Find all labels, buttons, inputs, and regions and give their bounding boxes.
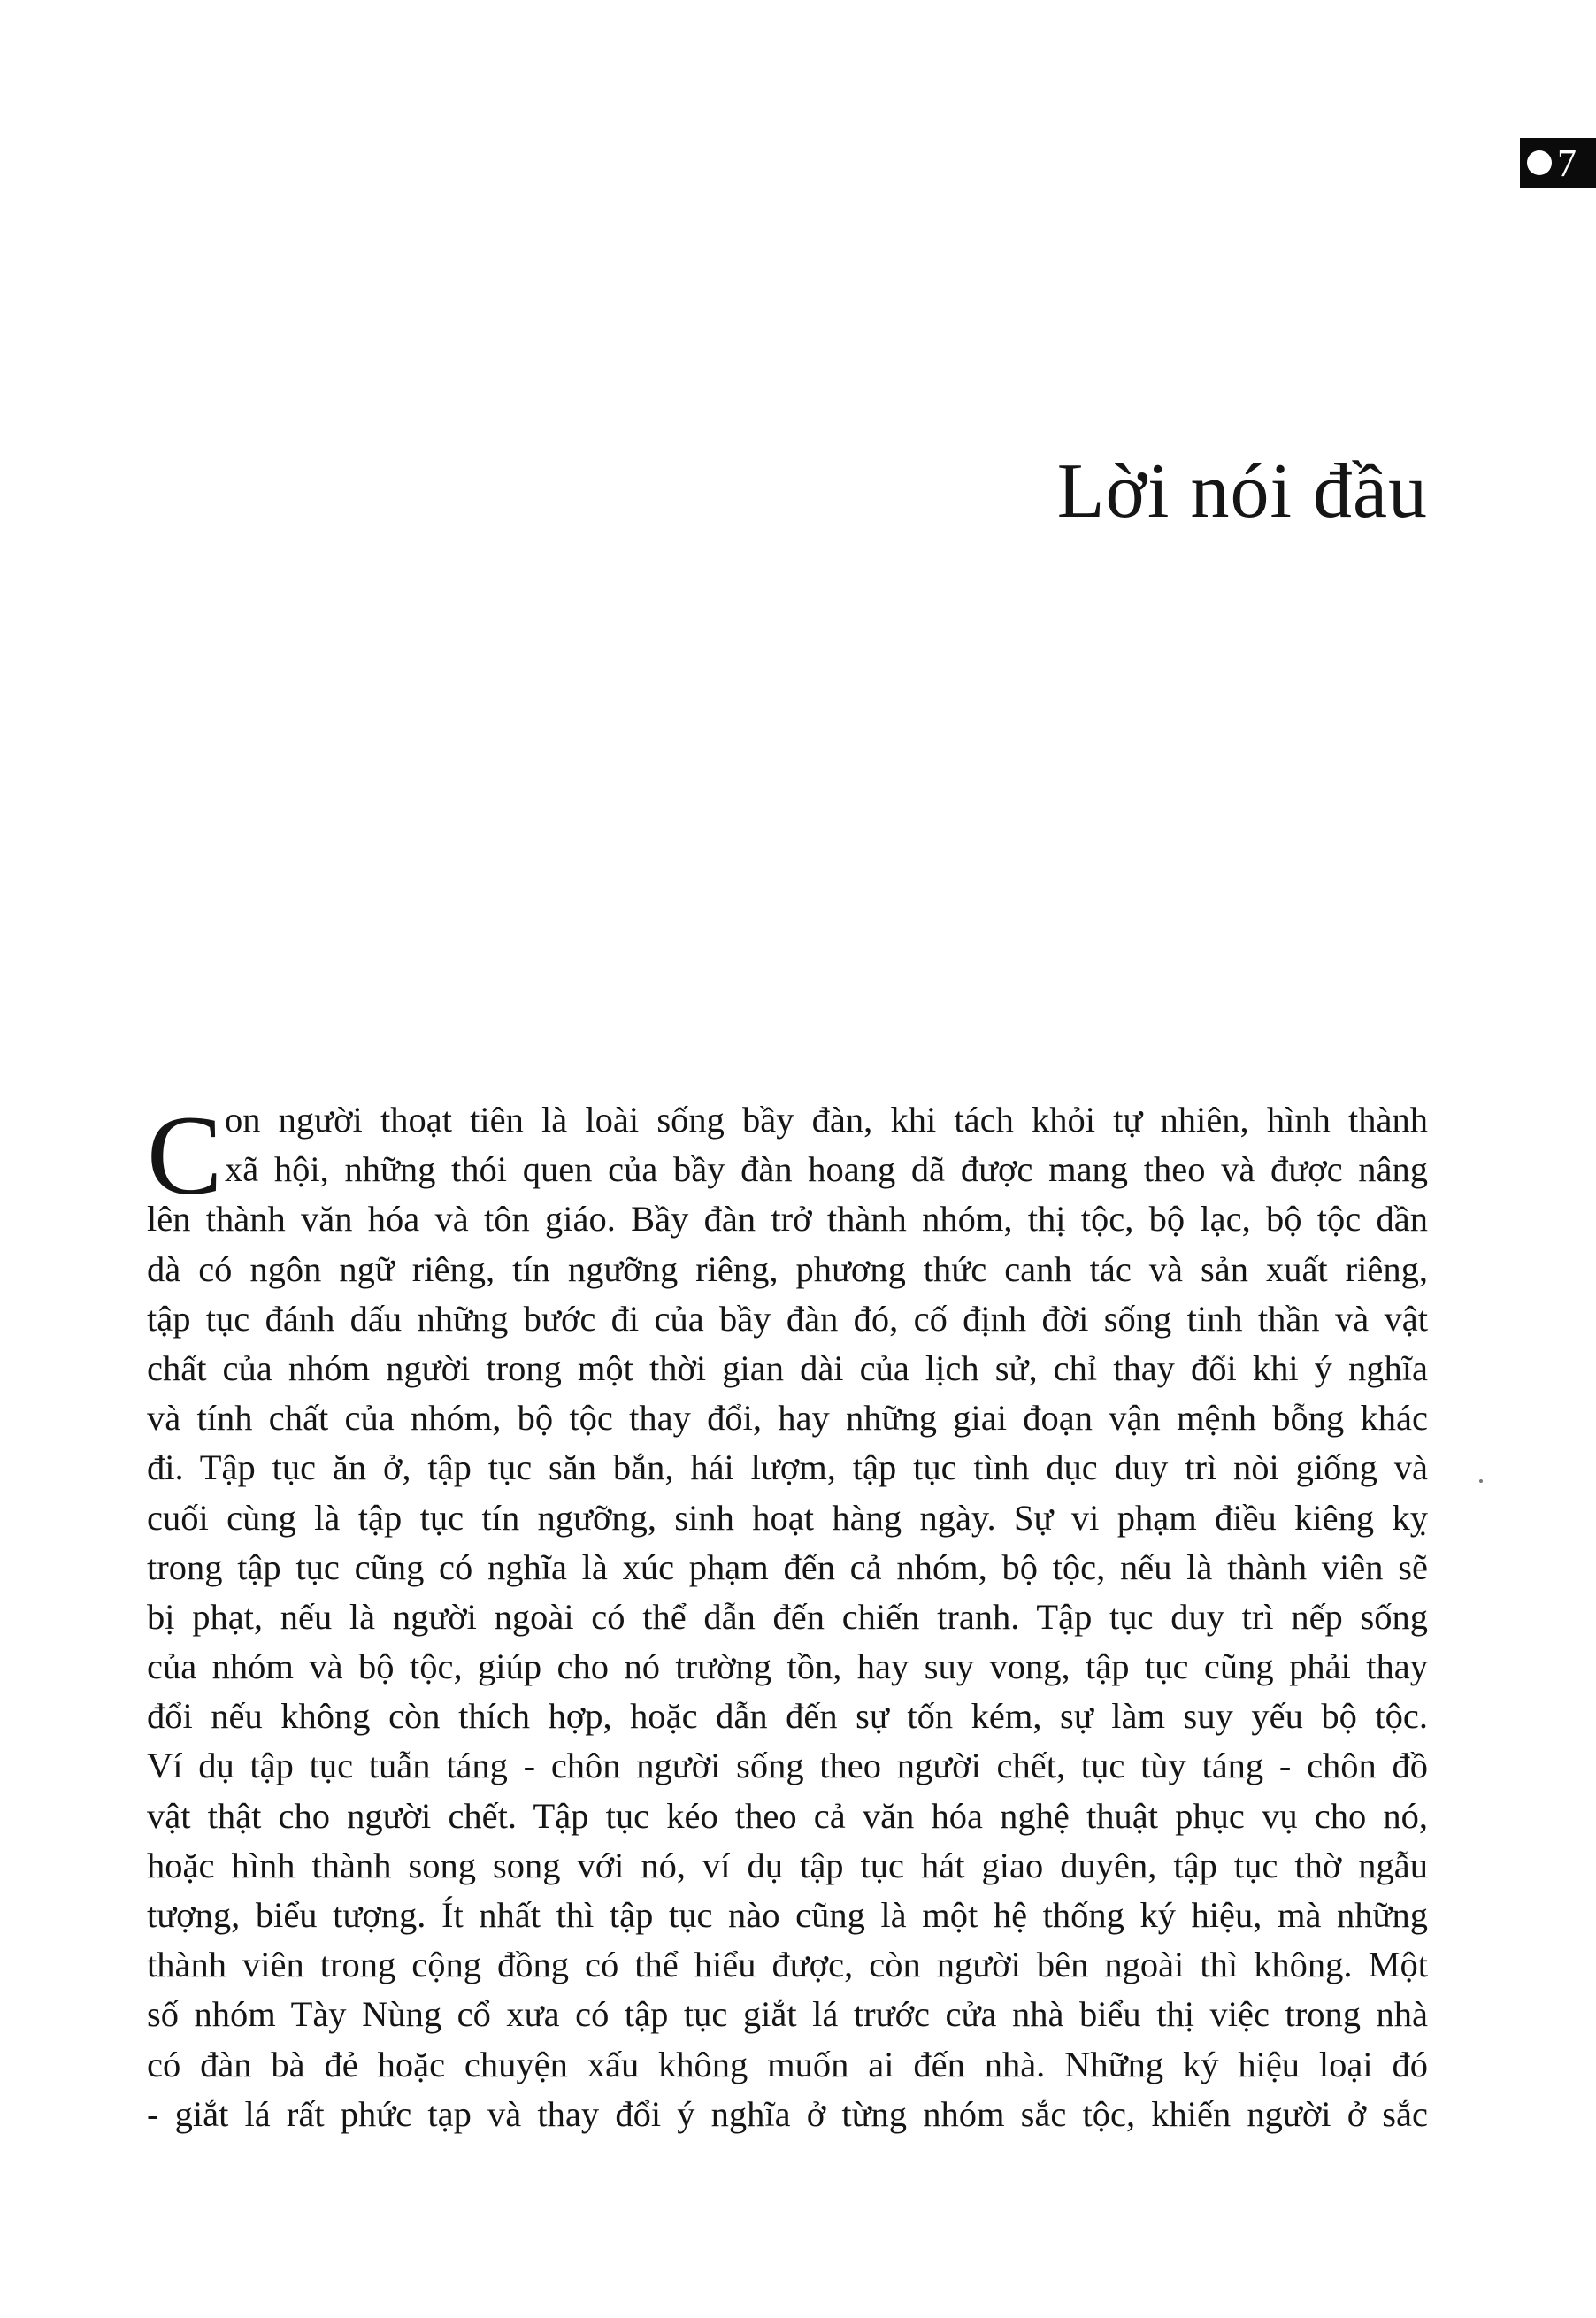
text-line: hoặc hình thành song song với nó, ví dụ tập tục hát giao duyên, tập tục thờ ngẫu xyxy=(147,1845,1428,1885)
chapter-title: Lời nói đầu xyxy=(1056,449,1428,534)
text-line: - giắt lá rất phức tạp và thay đổi ý nghĩa ở từng nhóm sắc tộc, khiến người ở sắc xyxy=(147,2093,1428,2134)
text-line: của nhóm và bộ tộc, giúp cho nó trường tồn, hay suy vong, tập tục cũng phải thay xyxy=(147,1646,1428,1687)
text-line: Ví dụ tập tục tuẫn táng - chôn người sống theo người chết, tục tùy táng - chôn đồ xyxy=(147,1746,1428,1786)
page-number: 7 xyxy=(1557,142,1577,185)
text-line: tập tục đánh dấu những bước đi của bầy đàn đó, cố định đời sống tinh thần và vật xyxy=(147,1298,1428,1339)
text-line: lên thành văn hóa và tôn giáo. Bầy đàn trở thành nhóm, thị tộc, bộ lạc, bộ tộc dần xyxy=(147,1199,1428,1240)
page-marker-dot-icon xyxy=(1527,150,1552,175)
page-number-badge xyxy=(1520,138,1596,188)
text-line: đi. Tập tục ăn ở, tập tục săn bắn, hái lượm, tập tục tình dục duy trì nòi giống và xyxy=(147,1447,1428,1488)
scan-speck xyxy=(1479,1479,1483,1483)
text-line: có đàn bà đẻ hoặc chuyện xấu không muốn ai đến nhà. Những ký hiệu loại đó xyxy=(147,2044,1428,2084)
text-line: on người thoạt tiên là loài sống bầy đàn, khi tách khỏi tự nhiên, hình thành xyxy=(225,1100,1428,1140)
text-line: số nhóm Tày Nùng cổ xưa có tập tục giắt lá trước cửa nhà biểu thị việc trong nhà xyxy=(147,1994,1428,2035)
text-line: xã hội, những thói quen của bầy đàn hoang dã được mang theo và được nâng xyxy=(225,1149,1428,1190)
text-line: tượng, biểu tượng. Ít nhất thì tập tục nào cũng là một hệ thống ký hiệu, mà những xyxy=(147,1895,1428,1935)
body-paragraph xyxy=(147,1095,1428,2139)
text-line: chất của nhóm người trong một thời gian dài của lịch sử, chỉ thay đổi khi ý nghĩa xyxy=(147,1347,1428,1388)
text-line: và tính chất của nhóm, bộ tộc thay đổi, hay những giai đoạn vận mệnh bỗng khác xyxy=(147,1398,1428,1439)
text-line: vật thật cho người chết. Tập tục kéo theo cả văn hóa nghệ thuật phục vụ cho nó, xyxy=(147,1795,1428,1836)
text-line: cuối cùng là tập tục tín ngưỡng, sinh hoạt hàng ngày. Sự vi phạm điều kiêng kỵ xyxy=(147,1497,1428,1538)
text-line: đổi nếu không còn thích hợp, hoặc dẫn đến sự tốn kém, sự làm suy yếu bộ tộc. xyxy=(147,1696,1428,1737)
text-line: bị phạt, nếu là người ngoài có thể dẫn đến chiến tranh. Tập tục duy trì nếp sống xyxy=(147,1596,1428,1637)
drop-cap: C xyxy=(147,1093,223,1218)
text-line: dà có ngôn ngữ riêng, tín ngưỡng riêng, phương thức canh tác và sản xuất riêng, xyxy=(147,1248,1428,1289)
text-line: trong tập tục cũng có nghĩa là xúc phạm đến cả nhóm, bộ tộc, nếu là thành viên sẽ xyxy=(147,1547,1428,1587)
text-line: thành viên trong cộng đồng có thể hiểu được, còn người bên ngoài thì không. Một xyxy=(147,1945,1428,1985)
